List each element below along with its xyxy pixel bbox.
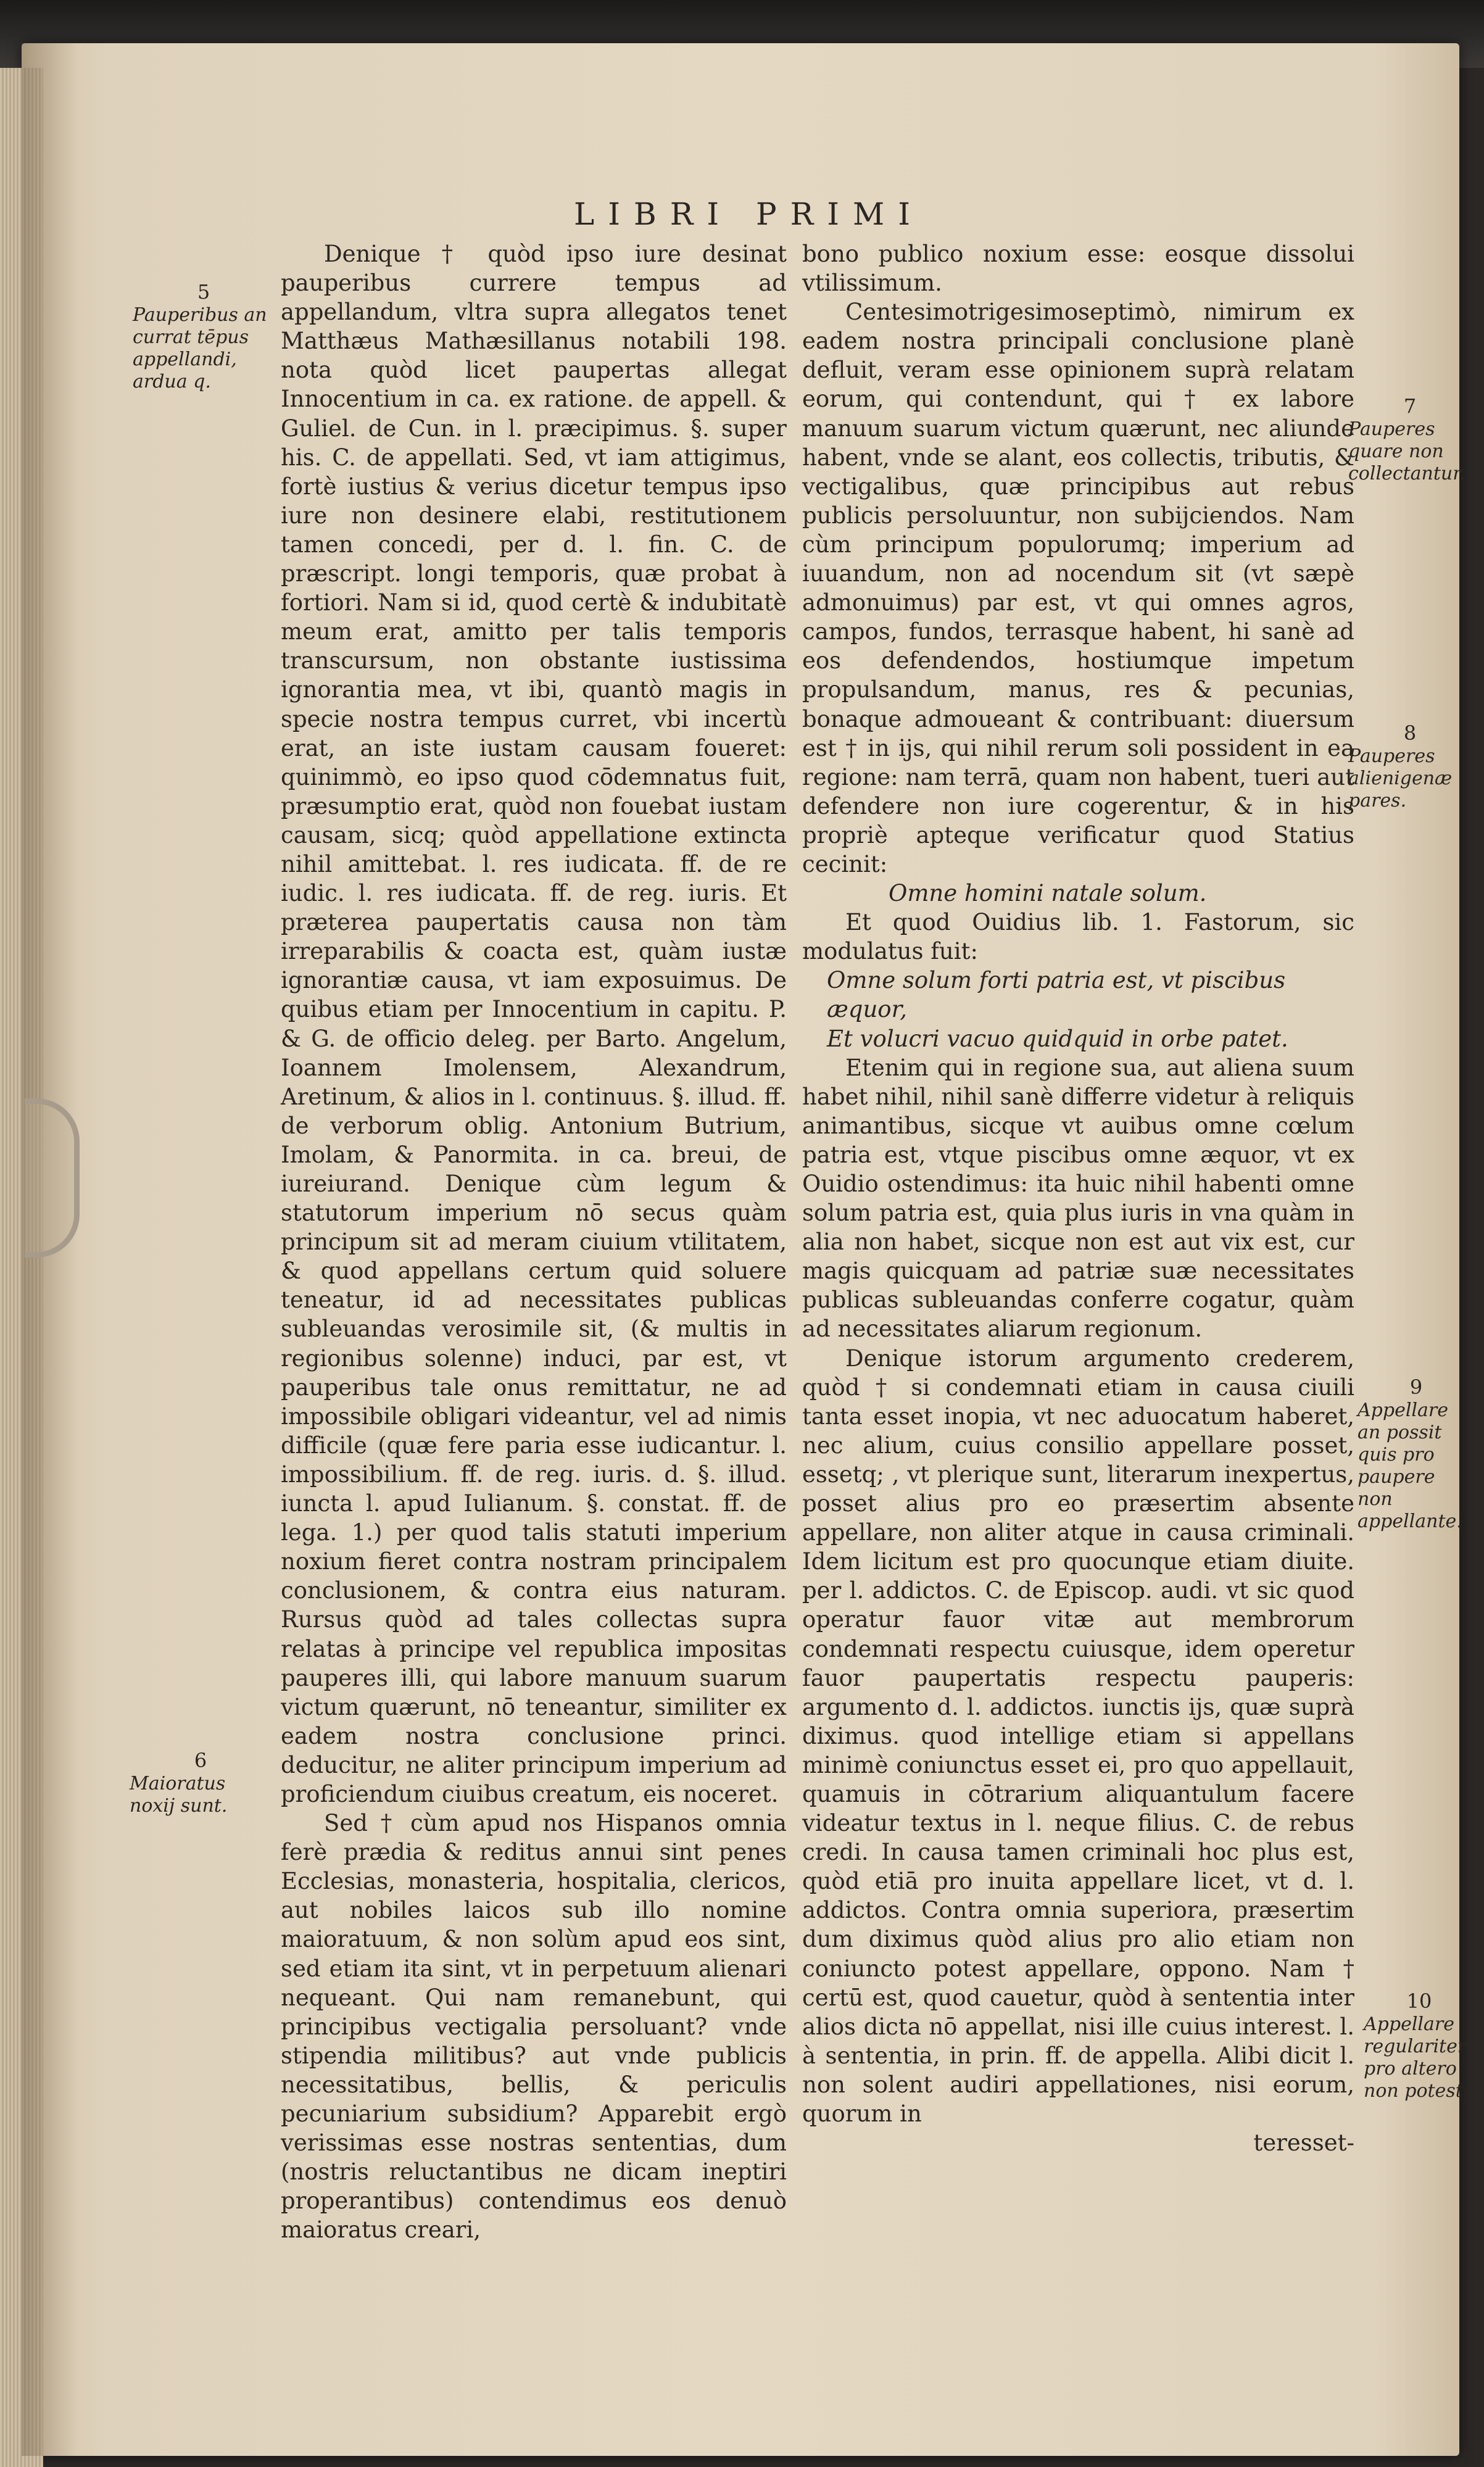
margin-note-number: 9 [1409,1375,1423,1399]
margin-note-text: Appellare an possit quis pro paupere non appellante. [1358,1399,1462,1532]
margin-note-6 [130,1749,272,1817]
margin-note-number: 7 [1403,394,1417,418]
right-paragraph-4: Denique istorum argumento crederem, quòd † si condemnati etiam in causa ciuili tanta esset inopia, vt nec aduocatum haberet, nec alium, cuius consilio appellare posset, essetq; , vt plerique sunt, literarum inexpertus, posset alius pro eo præsertim absente appellare, non aliter atque in causa criminali. Idem licitum est pro quocunque etiam diuite. per l. addictos. C. de Episcop. audi. vt sic quod operatur fauor vitæ aut membrorum condemnati respectu cuiusque, idem operetur fauor paupertatis respectu pauperis: argumento d. l. addictos. iunctis ijs, quæ suprà diximus. quod intellige etiam si appellans minimè coniunctus esset ei, pro quo appellauit, quamuis in cōtrarium aliquantulum facere videatur textus in l. neque filius. C. de rebus credi. In causa tamen criminali hoc plus est, quòd etiā pro inuita appellare licet, vt d. l. addictos. Contra omnia superiora, præsertim dum diximus quòd alius pro alio etiam non coniuncto potest appellare, oppono. Nam † certū est, quod cauetur, quòd à sententia inter alios dicta nō appellat, nisi ille cuius interest. l. à sententia, in prin. ff. de appella. Alibi dicit l. non solent audiri appellationes, nisi eorum, quorum in [802,1345,1354,2127]
margin-note-8 [1348,722,1472,812]
margin-note-number: 6 [194,1749,207,1772]
margin-note-10 [1364,1990,1475,2102]
margin-note-9 [1358,1376,1475,1533]
left-paragraph-1: Denique † quòd ipso iure desinat pauperibus currere tempus ad appellandum, vltra supra allegatos tenet Matthæus Mathæsillanus notabili 198. nota quòd licet paupertas allegat Innocentium in ca. ex ratione. de appell. & Guliel. de Cun. in l. præcipimus. §. super his. C. de appellati. Sed, vt iam attigimus, fortè iustius & verius dicetur tempus ipso iure non desinere elabi, restitutionem tamen concedi, per d. l. fin. C. de præscript. longi temporis, quæ probat à fortiori. Nam si id, quod certè & indubitatè meum erat, amitto per talis temporis transcursum, non obstante iustissima ignorantia mea, vt ibi, quantò magis in specie nostra tempus curret, vbi incertù erat, an iste iustam causam foueret: quinimmò, eo ipso quod cōdemnatus fuit, præsumptio erat, quòd non fouebat iustam causam, sicq; quòd appellatione extincta nihil amittebat. l. res iudicata. ff. de re iudic. l. res iudicata. ff. de reg. iuris. Et præterea paupertatis causa non tàm irreparabilis & coacta est, quàm iustæ ignorantiæ causa, vt iam exposuimus. De quibus etiam per Innocentium in capitu. P. & G. de officio deleg. per Barto. Angelum, Ioannem Imolensem, Alexandrum, Aretinum, & alios in l. continuus. §. illud. ff. de verborum oblig. Antonium Butrium, Imolam, & Panormita. in ca. breui, de iureiurand. Denique cùm legum & statutorum imperium nō secus quàm principum sit ad meram ciuium vtilitatem, & quod appellans certum quid soluere teneatur, id ad necessitates publicas subleuandas verosimile sit, (& multis in regionibus solenne) induci, par est, vt pauperibus tale onus remittatur, ne ad impossibile obligari videantur, vel ad nimis difficile (quæ fere paria esse iudicantur. l. impossibilium. ff. de reg. iuris. d. §. illud. iuncta l. apud Iulianum. §. constat. ff. de lega. 1.) per quod talis statuti imperium noxium fieret contra nostram principalem conclusionem, & contra eius naturam. Rursus quòd ad tales collectas supra relatas à principe vel republica impositas pauperes illi, qui labore manuum suarum victum quærunt, nō teneantur, similiter ex eadem nostra conclusione princi. deducitur, ne aliter principum imperium ad proficiendum ciuibus creatum, eis noceret. [281,241,787,1807]
margin-note-text: Pauperibus an currat tēpus appellandi, ardua q. [133,304,267,392]
margin-note-text: Pauperes quare non collectantur. [1348,418,1465,484]
verse-statius: Omne homini natale solum. [889,880,1207,907]
margin-note-7 [1348,395,1472,485]
right-opening: bono publico noxium esse: eosque dissolui vtilissimum. [802,241,1354,297]
margin-note-number: 8 [1403,721,1417,745]
running-head: LIBRI PRIMI [574,196,924,232]
left-column [281,239,787,2244]
right-paragraph-1: Centesimotrigesimoseptimò, nimirum ex eadem nostra principali conclusione planè defluit, veram esse opinionem suprà relatam eorum, qui contendunt, qui † ex labore manuum suarum victum quærunt, nec aliunde habent, vnde se alant, eos collectis, tributis, & vectigalibus, quæ principibus aut rebus publicis persoluuntur, non subijciendos. Nam cùm principum populorumq; imperium ad iuuandum, non ad nocendum sit (vt sæpè admonuimus) par est, vt qui omnes agros, campos, fundos, terrasque habent, hi sanè ad eos defendendos, hostiumque impetum propulsandum, manus, res & pecunias, bonaque admoueant & contribuant: diuersum est † in ijs, qui nihil rerum soli possident in ea regione: nam terrā, quam non habent, tueri aut defendere non iure cogerentur, & in his propriè apteque verificatur quod Statius cecinit: [802,299,1354,877]
catchword: teresset- [1253,2129,1354,2157]
margin-note-text: Maioratus noxij sunt. [130,1773,228,1817]
margin-note-text: Appellare regulariter pro altero non potest. [1364,2013,1469,2102]
margin-note-5 [133,281,275,393]
right-paragraph-3: Etenim qui in regione sua, aut aliena suum habet nihil, nihil sanè differre videtur à reliquis animantibus, sicque vt auibus omne cœlum patria est, vtque piscibus omne æquor, vt ex Ouidio ostendimus: ita huic nihil habenti omne solum patria est, quia plus iuris in vna quàm in alia non habet, sicque non est aut vix est, cur magis quicquam ad patriæ suæ necessitates publicas subleuandas conferre cogatur, quàm ad necessitates aliarum regionum. [802,1054,1354,1343]
verse-ovid-2: Et volucri vacuo quidquid in orbe patet. [827,1025,1288,1052]
left-paragraph-2: Sed † cùm apud nos Hispanos omnia ferè prædia & reditus annui sint penes Ecclesias, monasteria, hospitalia, clericos, aut nobiles laicos sub illo nomine maioratuum, & non solùm apud eos sint, sed etiam ita sint, vt in perpetuum alienari nequeant. Qui nam remanebunt, qui principibus vectigalia persoluant? vnde stipendia militibus? aut vnde publicis necessitatibus, bellis, & periculis pecuniarium subsidium? Apparebit ergò verissimas esse nostras sententias, dum (nostris reluctantibus ne dicam ineptiri properantibus) contendimus eos denuò maioratus creari, [281,1810,787,2244]
right-paragraph-2: Et quod Ouidius lib. 1. Fastorum, sic modulatus fuit: [802,909,1354,965]
margin-note-number: 10 [1406,1989,1432,2013]
right-column [802,239,1354,2157]
verse-ovid-1: Omne solum forti patria est, vt piscibus æquor, [827,967,1286,1023]
margin-note-number: 5 [197,280,210,304]
page-clip-icon [25,1098,80,1258]
margin-note-text: Pauperes alienigenæ pares. [1348,745,1453,811]
